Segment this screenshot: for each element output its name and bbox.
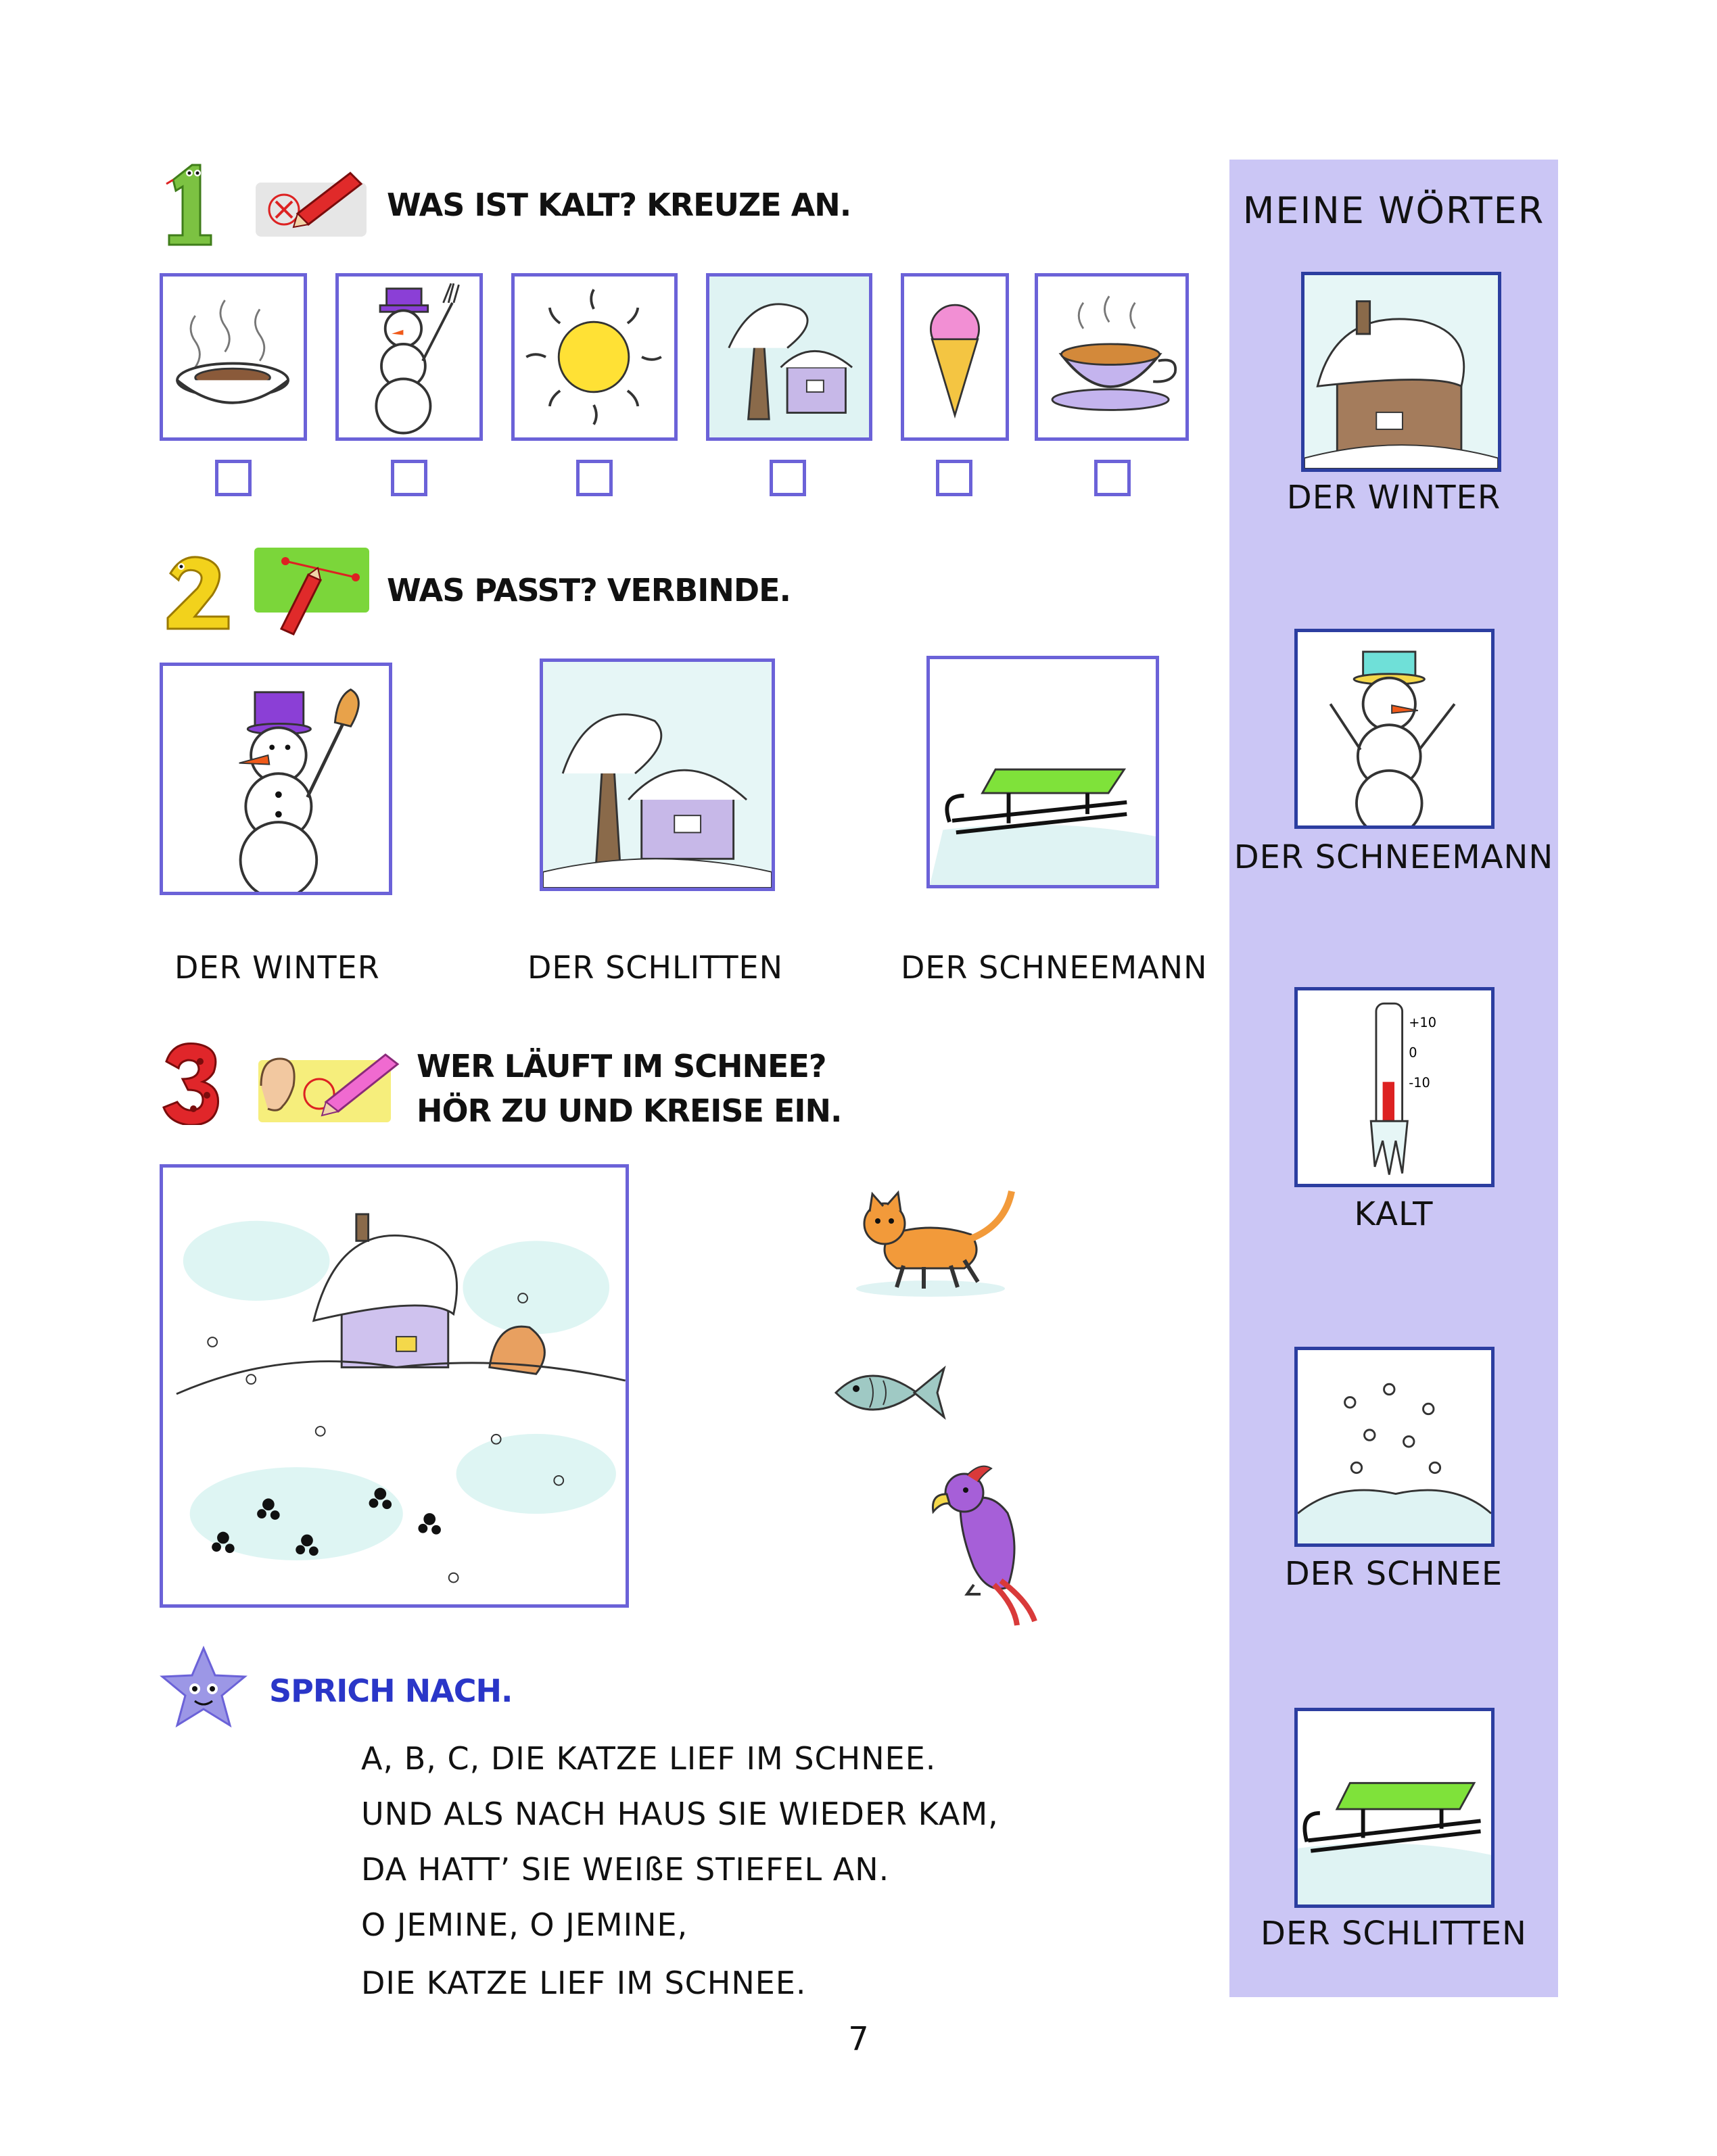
picture-cat[interactable] [849,1180,1031,1299]
picture-ice-cream [901,273,1009,441]
task2-number-icon [162,550,235,631]
sidebar-word: DER SCHNEE [1284,1555,1503,1593]
picture-parrot[interactable] [920,1459,1055,1628]
word-der-schneemann[interactable]: DER SCHNEEMANN [901,949,1208,986]
sidebar-picture-snowman [1294,629,1495,829]
sidebar-picture-thermometer [1294,987,1495,1187]
sidebar-word: DER SCHNEEMANN [1233,838,1554,876]
connect-pencil-icon [254,548,369,636]
poem-line: DIE KATZE LIEF IM SCHNEE. [361,1965,807,2001]
poem-line: UND ALS NACH HAUS SIE WIEDER KAM, [361,1796,999,1832]
poem-line: DA HATT’ SIE WEIßE STIEFEL AN. [361,1851,890,1888]
poem-line: O JEMINE, O JEMINE, [361,1907,688,1943]
sidebar-word-list [1229,160,1558,1997]
task3-number-icon [160,1041,225,1125]
sidebar-picture-winter [1301,272,1501,472]
word-der-schlitten[interactable]: DER SCHLITTEN [527,949,784,986]
task3-instruction-line1: WER LÄUFT IM SCHNEE? [417,1048,826,1084]
picture-tea-cup [1035,273,1189,441]
picture-snowman-small [335,273,483,441]
task3-instruction-line2: HÖR ZU UND KREISE EIN. [417,1093,842,1129]
picture-sun [511,273,678,441]
task1-number-icon [160,160,216,246]
sidebar-picture-snow [1294,1347,1495,1547]
page-number: 7 [848,2020,869,2058]
sidebar-picture-sled [1294,1708,1495,1908]
checkbox-snowman[interactable] [391,460,427,496]
sidebar-word: DER WINTER [1286,479,1501,517]
picture-winter-scene [540,658,775,891]
picture-fish[interactable] [829,1351,948,1435]
task4-instruction: SPRICH NACH. [269,1673,513,1709]
picture-snow-footprints [160,1164,629,1608]
svg-text:-10: -10 [1409,1075,1430,1091]
svg-text:0: 0 [1409,1045,1417,1061]
checkbox-ice-cream[interactable] [936,460,972,496]
word-der-winter[interactable]: DER WINTER [174,949,380,986]
sidebar-title: MEINE WÖRTER [1242,189,1545,232]
checkbox-winter-house[interactable] [770,460,806,496]
checkbox-tea-cup[interactable] [1094,460,1131,496]
task1-instruction: WAS IST KALT? KREUZE AN. [387,187,851,223]
poem-line: A, B, C, DIE KATZE LIEF IM SCHNEE. [361,1740,937,1777]
sidebar-word: KALT [1354,1195,1434,1233]
checkbox-soup[interactable] [215,460,252,496]
picture-sled [926,656,1159,888]
picture-snowman-broom [160,663,392,895]
cross-pencil-icon [256,165,367,237]
picture-soup [160,273,307,441]
checkbox-sun[interactable] [576,460,613,496]
svg-text:+10: +10 [1409,1015,1437,1031]
star-icon [160,1646,248,1731]
picture-winter-house [706,273,872,441]
sidebar-word: DER SCHLITTEN [1261,1915,1527,1953]
listen-circle-icon [252,1043,407,1122]
task2-instruction: WAS PASST? VERBINDE. [387,572,791,608]
